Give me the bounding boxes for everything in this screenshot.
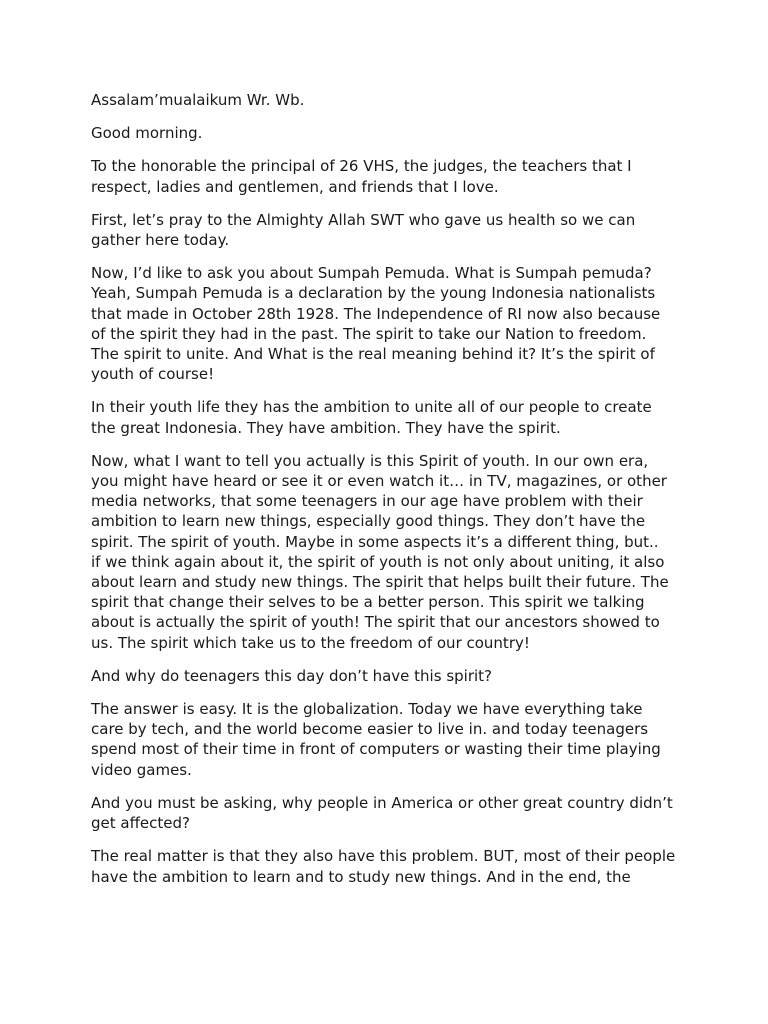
- paragraph-pray: First, let’s pray to the Almighty Allah SWT who gave us health so we can gather here today.: [91, 210, 636, 250]
- paragraph-question: And why do teenagers this day don’t have this spirit?: [91, 666, 492, 685]
- speech-text: [91, 90, 716, 900]
- paragraph-honorable: To the honorable the principal of 26 VHS, the judges, the teachers that I respect, ladies and gentlemen, and friends that I love.: [91, 157, 632, 196]
- paragraph-greeting: Assalam’mualaikum Wr. Wb.: [91, 91, 305, 109]
- paragraph-spirit-of-youth: Now, what I want to tell you actually is this Spirit of youth. In our own era, you might have heard or see it or even watch it… in TV, magazines, or other media networks, that some teenagers in our age have problem with their ambition to learn new things, especially good things. They don’t have the spirit. The spirit of youth. Maybe in some aspects it’s a different thing, but.. if we think again about it, the spirit of youth is not only about uniting, it also about learn and study new things. The spirit that helps built their future. The spirit that change their selves to be a better person. This spirit we talking about is actually the spirit of youth! The spirit that our ancestors showed to us. The spirit which take us to the freedom of our country!: [91, 451, 669, 652]
- paragraph-real-matter: The real matter is that they also have this problem. BUT, most of their people have the ambition to learn and to study new things. And in the end, the: [91, 847, 676, 886]
- paragraph-good-morning: Good morning.: [91, 124, 203, 143]
- paragraph-globalization: The answer is easy. It is the globalization. Today we have everything take care by tech, and the world become easier to live in. and today teenagers spend most of their time in front of computers or wasting their time playing video games.: [91, 700, 661, 779]
- paragraph-sumpah-pemuda: Now, I’d like to ask you about Sumpah Pemuda. What is Sumpah pemuda? Yeah, Sumpah Pemuda is a declaration by the young Indonesia nationalists that made in October 28th 1928. The Independence of RI now also because of the spirit they had in the past. The spirit to take our Nation to freedom. The spirit to unite. And What is the real meaning behind it? It’s the spirit of youth of course!: [91, 264, 661, 384]
- paragraph-youth-ambition: In their youth life they has the ambition to unite all of our people to create the great Indonesia. They have ambition. They have the spirit.: [91, 398, 652, 437]
- paragraph-america: And you must be asking, why people in America or other great country didn’t get affected?: [91, 793, 673, 833]
